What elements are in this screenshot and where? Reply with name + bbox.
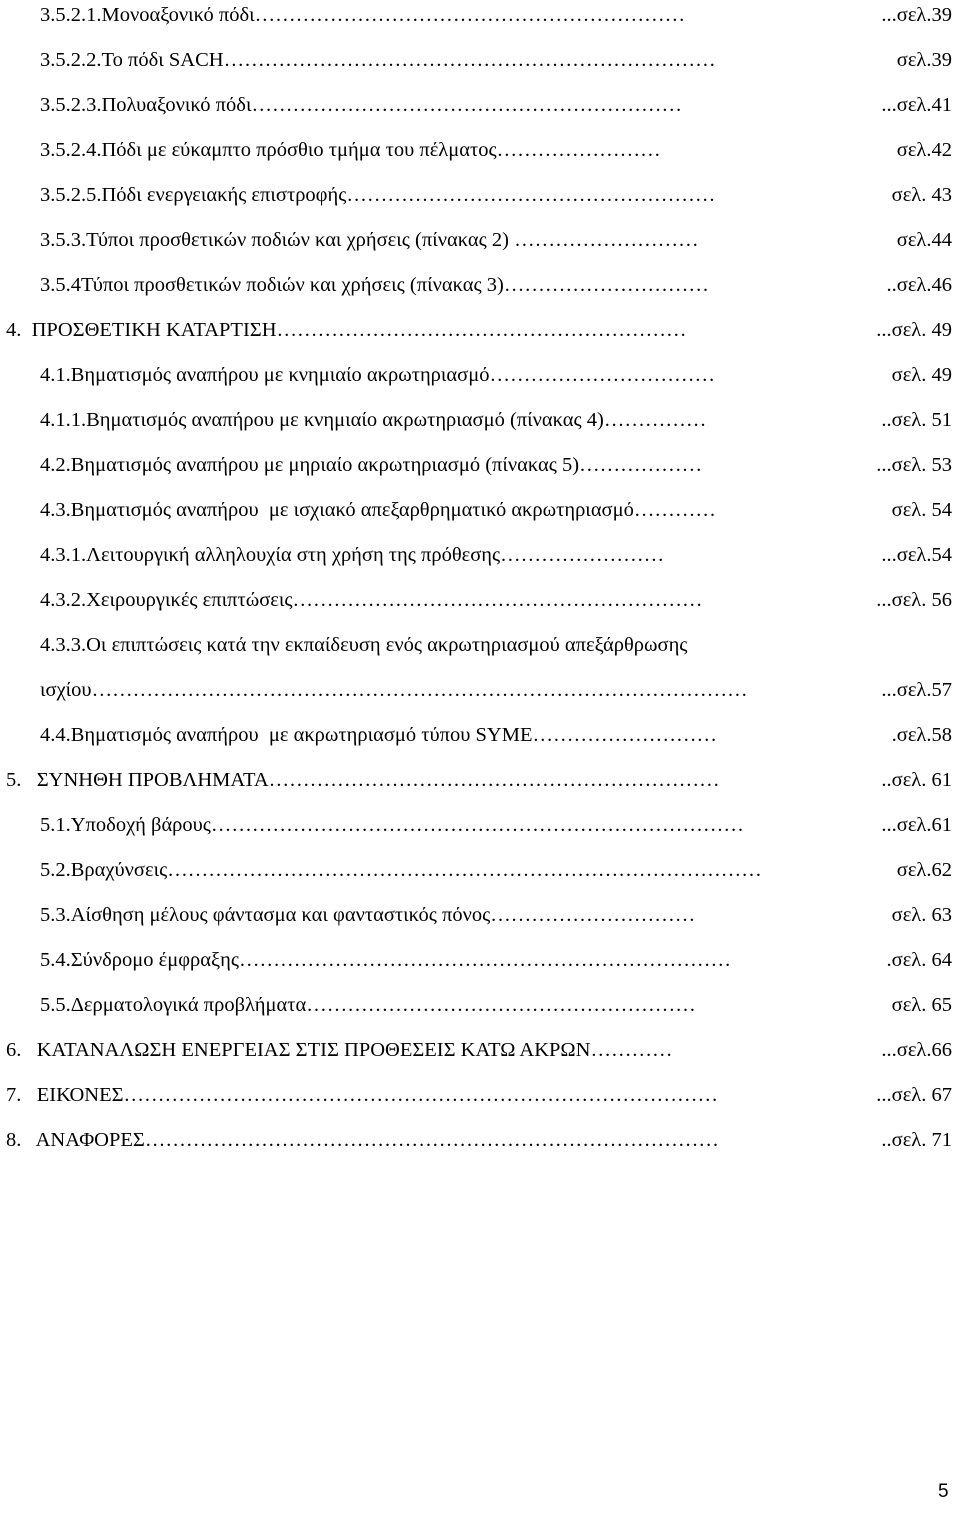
toc-entry-text: 5. ΣΥΝΗΘΗ ΠΡΟΒΛΗΜΑΤΑ………………………………………………………… <box>6 769 720 791</box>
toc-entry-text: 6. ΚΑΤΑΝΑΛΩΣΗ ΕΝΕΡΓΕΙΑΣ ΣΤΙΣ ΠΡΟΘΕΣΕΙΣ ΚΑΤΩ ΑΚΡΩΝ………… <box>6 1039 673 1061</box>
toc-entry-page: ..σελ. 51 <box>881 409 952 431</box>
toc-entry-text: 3.5.4Τύποι προσθετικών ποδιών και χρήσεις (πίνακας 3)………………………… <box>40 274 709 296</box>
toc-entry-page: ...σελ.41 <box>881 94 952 116</box>
toc-entry-page: σελ.44 <box>896 229 952 251</box>
toc-entry-text: 4.3.3.Οι επιπτώσεις κατά την εκπαίδευση ενός ακρωτηριασμού απεξάρθρωσης <box>40 634 688 656</box>
toc-entry-text: 5.1.Υποδοχή βάρους…………………………………………………………………… <box>40 814 744 836</box>
toc-entry-text: ισχίου…………………………………………………………………………………… <box>40 679 748 701</box>
toc-entry-page: ..σελ. 61 <box>881 769 952 791</box>
toc-entry-text: 3.5.2.2.Το πόδι SACH……………………………………………………………… <box>40 49 716 71</box>
toc-entry-page: ..σελ. 71 <box>881 1129 952 1151</box>
toc-entry-text: 5.3.Αίσθηση μέλους φάντασμα και φανταστικός πόνος………………………… <box>40 904 696 926</box>
page-number: 5 <box>938 1481 949 1502</box>
toc-entry-text: 4.3.2.Χειρουργικές επιπτώσεις…………………………………………………… <box>40 589 703 611</box>
toc-entry-text: 5.5.Δερματολογικά προβλήματα………………………………………………… <box>40 994 696 1016</box>
toc-entry-page: ...σελ. 49 <box>876 319 952 341</box>
toc-entry-text: 3.5.2.4.Πόδι με εύκαμπτο πρόσθιο τμήμα του πέλματος…………………… <box>40 139 661 161</box>
toc-entry-page: σελ.62 <box>896 859 952 881</box>
toc-entry-text: 7. ΕΙΚΟΝΕΣ…………………………………………………………………………… <box>6 1084 719 1106</box>
toc-entry-page: σελ. 63 <box>891 904 952 926</box>
toc-entry-text: 3.5.3.Τύποι προσθετικών ποδιών και χρήσεις (πίνακας 2) ……………………… <box>40 229 699 251</box>
toc-entry-page: ...σελ. 53 <box>876 454 952 476</box>
toc-entry-text: 4.2.Βηματισμός αναπήρου με μηριαίο ακρωτηριασμό (πίνακας 5)……………… <box>40 454 703 476</box>
toc-entry-text: 4.4.Βηματισμός αναπήρου με ακρωτηριασμό τύπου SYME……………………… <box>40 724 717 746</box>
toc-entry-text: 4.3.1.Λειτουργική αλληλουχία στη χρήση της πρόθεσης…………………… <box>40 544 665 566</box>
toc-entry-text: 3.5.2.3.Πολυαξονικό πόδι……………………………………………………… <box>40 94 682 116</box>
toc-entry-page: ..σελ.46 <box>886 274 952 296</box>
toc-entry-page: ...σελ. 56 <box>876 589 952 611</box>
toc-entry-page: σελ.39 <box>896 49 952 71</box>
toc-entry-text: 5.2.Βραχύνσεις…………………………………………………………………………… <box>40 859 762 881</box>
toc-entry-page: ...σελ.39 <box>881 4 952 26</box>
toc-entry-text: 4.1.Βηματισμός αναπήρου με κνημιαίο ακρωτηριασμό…………………………… <box>40 364 715 386</box>
toc-entry-page: ...σελ.57 <box>881 679 952 701</box>
toc-entry-text: 8. ΑΝΑΦΟΡΕΣ………………………………………………………………………… <box>6 1129 719 1151</box>
toc-entry-page: σελ.42 <box>896 139 952 161</box>
toc-entry-text: 4.3.Βηματισμός αναπήρου με ισχιακό απεξαρθρηματικό ακρωτηριασμό………… <box>40 499 716 521</box>
toc-entry-page: ...σελ. 67 <box>876 1084 952 1106</box>
toc-entry-page: σελ. 43 <box>891 184 952 206</box>
toc-entry-page: σελ. 54 <box>891 499 952 521</box>
toc-entry-text: 4. ΠΡΟΣΘΕΤΙΚΗ ΚΑΤΑΡΤΙΣΗ…………………………………………………… <box>6 319 687 341</box>
toc-entry-text: 5.4.Σύνδρομο έμφραξης……………………………………………………………… <box>40 949 731 971</box>
toc-entry-page: .σελ.58 <box>891 724 952 746</box>
toc-entry-text: 4.1.1.Βηματισμός αναπήρου με κνημιαίο ακρωτηριασμό (πίνακας 4)…………… <box>40 409 707 431</box>
toc-entry-page: .σελ. 64 <box>886 949 952 971</box>
toc-entry-text: 3.5.2.5.Πόδι ενεργειακής επιστροφής……………………………………………… <box>40 184 716 206</box>
toc-entry-page: ...σελ.61 <box>881 814 952 836</box>
toc-entry-page: σελ. 49 <box>891 364 952 386</box>
toc-entry-page: σελ. 65 <box>891 994 952 1016</box>
toc-entry-text: 3.5.2.1.Μονοαξονικό πόδι……………………………………………………… <box>40 4 686 26</box>
toc-entry-page: ...σελ.66 <box>881 1039 952 1061</box>
toc-entry-page: ...σελ.54 <box>881 544 952 566</box>
